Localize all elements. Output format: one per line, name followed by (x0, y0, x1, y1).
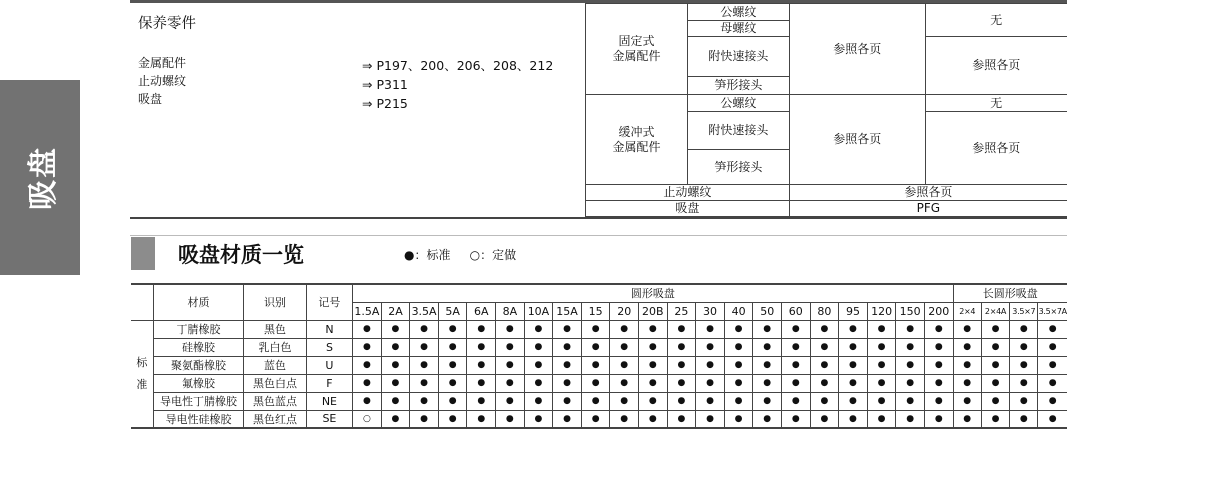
filled-circle-icon: ● (667, 338, 696, 356)
side-tab-label: 吸盘 (26, 145, 61, 210)
size-header: 3.5×7 (1010, 302, 1038, 320)
filled-circle-icon: ● (1038, 320, 1067, 338)
filled-circle-icon: ● (524, 410, 553, 428)
size-header: 2×4 (953, 302, 981, 320)
filled-circle-icon: ● (981, 356, 1009, 374)
see-page-cell: 参照各页 (789, 4, 925, 95)
size-header: 50 (753, 302, 782, 320)
cell-identify: 黑色蓝点 (244, 392, 306, 410)
part-name: 吸盘 (138, 92, 163, 106)
cell-identify: 黑色红点 (244, 410, 306, 428)
col-header-material: 材质 (153, 284, 244, 320)
filled-circle-icon: ● (410, 320, 439, 338)
cell-code: U (306, 356, 352, 374)
filled-circle-icon: ● (438, 338, 467, 356)
cell-code: SE (306, 410, 352, 428)
filled-circle-icon: ● (610, 374, 639, 392)
standard-group-cell (131, 320, 153, 428)
filled-circle-icon: ● (381, 356, 410, 374)
cell-material: 丁腈橡胶 (153, 320, 244, 338)
filled-circle-icon: ● (1010, 392, 1038, 410)
filled-circle-icon: ● (667, 320, 696, 338)
filled-circle-icon: ● (410, 356, 439, 374)
filled-circle-icon: ● (639, 374, 668, 392)
filled-circle-icon: ● (924, 320, 953, 338)
filled-circle-icon: ● (724, 410, 753, 428)
size-header: 3.5×7A (1038, 302, 1067, 320)
size-header: 60 (782, 302, 811, 320)
filled-circle-icon: ● (753, 374, 782, 392)
filled-circle-icon: ● (924, 356, 953, 374)
size-header: 120 (867, 302, 896, 320)
size-header: 200 (924, 302, 953, 320)
filled-circle-icon: ● (581, 392, 610, 410)
legend-custom: ：定做 (480, 248, 517, 262)
size-header: 150 (896, 302, 925, 320)
filled-circle-icon: ● (467, 374, 496, 392)
filled-circle-icon: ● (496, 338, 525, 356)
size-header: 20B (639, 302, 668, 320)
barb-joint-cell: 笋形接头 (687, 77, 789, 95)
filled-circle-icon: ● (553, 338, 582, 356)
filled-circle-icon: ● (524, 392, 553, 410)
cell-identify: 黑色白点 (244, 374, 306, 392)
filled-circle-icon: ● (381, 338, 410, 356)
filled-circle-icon: ● (1038, 356, 1067, 374)
filled-circle-icon: ● (953, 392, 981, 410)
filled-circle-icon: ● (724, 392, 753, 410)
table-row (131, 320, 1067, 338)
filled-circle-icon: ● (810, 356, 839, 374)
size-header: 1.5A (353, 302, 382, 320)
group-header-oblong: 长圆形吸盘 (953, 284, 1067, 302)
filled-circle-icon: ● (1010, 320, 1038, 338)
part-ref-link[interactable]: ⇒ P197、200、206、208、212 (362, 58, 554, 73)
quick-joint-cell: 附快速接头 (687, 112, 789, 150)
filled-circle-icon: ● (353, 320, 382, 338)
see-page-cell: 参照各页 (789, 185, 1067, 201)
filled-circle-icon: ● (896, 374, 925, 392)
filled-circle-icon: ● (724, 320, 753, 338)
filled-circle-icon: ● (410, 392, 439, 410)
filled-circle-icon: ● (524, 356, 553, 374)
filled-circle-icon: ● (438, 356, 467, 374)
filled-circle-icon: ● (896, 320, 925, 338)
filled-circle-icon: ● (467, 410, 496, 428)
standard-label: 准 (136, 377, 148, 391)
size-header: 80 (810, 302, 839, 320)
filled-circle-icon: ● (981, 410, 1009, 428)
cell-code: NE (306, 392, 352, 410)
filled-circle-icon: ● (896, 410, 925, 428)
filled-circle-icon: ● (1038, 392, 1067, 410)
filled-circle-icon: ● (696, 320, 725, 338)
quick-joint-cell: 附快速接头 (687, 37, 789, 77)
parts-list (138, 54, 186, 108)
filled-circle-icon: ● (924, 374, 953, 392)
filled-circle-icon: ● (639, 410, 668, 428)
filled-circle-icon: ● (896, 392, 925, 410)
filled-circle-icon: ● (782, 320, 811, 338)
legend (404, 246, 516, 263)
filled-circle-icon: ● (839, 374, 868, 392)
filled-circle-icon: ● (981, 338, 1009, 356)
legend-standard: ：标准 (414, 248, 451, 262)
filled-circle-icon: ● (953, 374, 981, 392)
filled-circle-icon: ● (839, 338, 868, 356)
size-header: 15A (553, 302, 582, 320)
filled-circle-icon: ● (839, 392, 868, 410)
filled-circle-icon: ● (953, 338, 981, 356)
filled-circle-icon: ● (467, 392, 496, 410)
filled-circle-icon: ● (496, 374, 525, 392)
filled-circle-icon: ● (839, 320, 868, 338)
size-header: 30 (696, 302, 725, 320)
filled-circle-icon: ● (553, 356, 582, 374)
filled-circle-icon: ● (524, 338, 553, 356)
filled-circle-icon: ● (581, 356, 610, 374)
filled-circle-icon: ● (467, 356, 496, 374)
filled-circle-icon: ● (782, 356, 811, 374)
filled-circle-icon: ● (724, 338, 753, 356)
filled-circle-icon: ● (753, 320, 782, 338)
filled-circle-icon: ● (353, 392, 382, 410)
filled-circle-icon: ● (839, 356, 868, 374)
cell-material: 硅橡胶 (153, 338, 244, 356)
size-header: 8A (496, 302, 525, 320)
filled-circle-icon: ● (404, 248, 415, 262)
filled-circle-icon: ● (753, 338, 782, 356)
section-divider (130, 217, 1067, 219)
filled-circle-icon: ● (782, 338, 811, 356)
filled-circle-icon: ● (667, 410, 696, 428)
size-header: 95 (839, 302, 868, 320)
size-header: 15 (581, 302, 610, 320)
filled-circle-icon: ● (553, 410, 582, 428)
filled-circle-icon: ● (1038, 410, 1067, 428)
filled-circle-icon: ● (696, 356, 725, 374)
filled-circle-icon: ● (610, 356, 639, 374)
filled-circle-icon: ● (581, 320, 610, 338)
filled-circle-icon: ● (867, 338, 896, 356)
filled-circle-icon: ● (696, 410, 725, 428)
filled-circle-icon: ● (496, 320, 525, 338)
filled-circle-icon: ● (924, 392, 953, 410)
size-header: 25 (667, 302, 696, 320)
cell-identify: 蓝色 (244, 356, 306, 374)
filled-circle-icon: ● (553, 374, 582, 392)
filled-circle-icon: ● (953, 356, 981, 374)
filled-circle-icon: ● (353, 356, 382, 374)
filled-circle-icon: ● (639, 392, 668, 410)
filled-circle-icon: ● (553, 320, 582, 338)
filled-circle-icon: ● (410, 410, 439, 428)
filled-circle-icon: ● (953, 410, 981, 428)
filled-circle-icon: ● (753, 392, 782, 410)
filled-circle-icon: ● (496, 392, 525, 410)
filled-circle-icon: ● (610, 320, 639, 338)
filled-circle-icon: ● (610, 410, 639, 428)
parts-refs (362, 56, 553, 113)
cell-material: 氟橡胶 (153, 374, 244, 392)
filled-circle-icon: ● (381, 320, 410, 338)
filled-circle-icon: ● (696, 392, 725, 410)
male-thread-cell: 公螺纹 (687, 4, 789, 21)
size-header: 2A (381, 302, 410, 320)
filled-circle-icon: ● (696, 374, 725, 392)
maintenance-section (138, 12, 196, 33)
filled-circle-icon: ● (981, 320, 1009, 338)
cushion-group-label: 缓冲式 金属配件 (612, 124, 661, 154)
fixed-group-label: 固定式 金属配件 (612, 34, 661, 63)
female-thread-cell: 母螺纹 (687, 21, 789, 37)
filled-circle-icon: ● (724, 374, 753, 392)
filled-circle-icon: ● (410, 338, 439, 356)
filled-circle-icon: ● (867, 374, 896, 392)
filled-circle-icon: ● (896, 356, 925, 374)
filled-circle-icon: ● (667, 356, 696, 374)
filled-circle-icon: ● (924, 410, 953, 428)
section-rule (130, 235, 1067, 236)
size-header: 2×4A (981, 302, 1009, 320)
filled-circle-icon: ● (696, 338, 725, 356)
material-table (131, 283, 1067, 429)
cell-identify: 乳白色 (244, 338, 306, 356)
fittings-table (585, 3, 1067, 217)
filled-circle-icon: ● (981, 392, 1009, 410)
filled-circle-icon: ● (610, 392, 639, 410)
filled-circle-icon: ● (524, 320, 553, 338)
filled-circle-icon: ● (353, 374, 382, 392)
cell-code: N (306, 320, 352, 338)
filled-circle-icon: ● (981, 374, 1009, 392)
col-header-code: 记号 (306, 284, 352, 320)
cell-material: 聚氨酯橡胶 (153, 356, 244, 374)
filled-circle-icon: ● (639, 320, 668, 338)
table-row (131, 356, 1067, 374)
filled-circle-icon: ● (867, 320, 896, 338)
size-header: 3.5A (410, 302, 439, 320)
see-page-cell: 参照各页 (925, 37, 1067, 95)
table-row (131, 410, 1067, 428)
filled-circle-icon: ● (639, 356, 668, 374)
stop-screw-cell: 止动螺纹 (586, 185, 790, 201)
cushion-group-cell (586, 95, 688, 185)
cell-code: S (306, 338, 352, 356)
filled-circle-icon: ● (753, 410, 782, 428)
filled-circle-icon: ● (810, 374, 839, 392)
filled-circle-icon: ● (524, 374, 553, 392)
filled-circle-icon: ● (810, 338, 839, 356)
filled-circle-icon: ● (724, 356, 753, 374)
filled-circle-icon: ● (610, 338, 639, 356)
filled-circle-icon: ● (782, 410, 811, 428)
col-header-identify: 识别 (244, 284, 306, 320)
open-circle-icon: ○ (469, 248, 481, 262)
filled-circle-icon: ● (667, 374, 696, 392)
filled-circle-icon: ● (581, 374, 610, 392)
filled-circle-icon: ● (867, 356, 896, 374)
filled-circle-icon: ● (782, 374, 811, 392)
size-header: 20 (610, 302, 639, 320)
pad-cell: 吸盘 (586, 201, 790, 217)
male-thread-cell: 公螺纹 (687, 95, 789, 112)
pfg-cell: PFG (789, 201, 1067, 217)
side-tab[interactable] (0, 80, 80, 275)
filled-circle-icon: ● (1010, 374, 1038, 392)
filled-circle-icon: ● (467, 320, 496, 338)
filled-circle-icon: ● (1038, 338, 1067, 356)
size-header: 6A (467, 302, 496, 320)
table-row (131, 338, 1067, 356)
filled-circle-icon: ● (496, 356, 525, 374)
filled-circle-icon: ● (438, 392, 467, 410)
filled-circle-icon: ● (639, 338, 668, 356)
filled-circle-icon: ● (496, 410, 525, 428)
filled-circle-icon: ● (782, 392, 811, 410)
size-header: 40 (724, 302, 753, 320)
open-circle-icon: ○ (353, 410, 382, 428)
see-page-cell: 参照各页 (789, 95, 925, 185)
cell-material: 导电性丁腈橡胶 (153, 392, 244, 410)
maintenance-title: 保养零件 (138, 16, 196, 32)
filled-circle-icon: ● (953, 320, 981, 338)
size-header: 10A (524, 302, 553, 320)
filled-circle-icon: ● (467, 338, 496, 356)
filled-circle-icon: ● (896, 338, 925, 356)
filled-circle-icon: ● (353, 338, 382, 356)
filled-circle-icon: ● (438, 374, 467, 392)
filled-circle-icon: ● (867, 410, 896, 428)
size-header: 5A (438, 302, 467, 320)
section-title: 吸盘材质一览 (178, 243, 304, 267)
filled-circle-icon: ● (410, 374, 439, 392)
filled-circle-icon: ● (810, 410, 839, 428)
see-page-cell: 参照各页 (925, 112, 1067, 185)
filled-circle-icon: ● (1038, 374, 1067, 392)
filled-circle-icon: ● (867, 392, 896, 410)
filled-circle-icon: ● (438, 320, 467, 338)
filled-circle-icon: ● (753, 356, 782, 374)
cell-material: 导电性硅橡胶 (153, 410, 244, 428)
fixed-group-cell (586, 4, 688, 95)
table-row (131, 392, 1067, 410)
blank-header (131, 284, 153, 320)
part-ref-link[interactable]: ⇒ P215 (362, 96, 408, 111)
none-cell: 无 (925, 4, 1067, 37)
filled-circle-icon: ● (810, 320, 839, 338)
filled-circle-icon: ● (381, 374, 410, 392)
filled-circle-icon: ● (381, 410, 410, 428)
filled-circle-icon: ● (553, 392, 582, 410)
part-name: 止动螺纹 (138, 74, 187, 88)
group-header-round: 圆形吸盘 (353, 284, 953, 302)
standard-label: 标 (136, 355, 148, 369)
filled-circle-icon: ● (1010, 356, 1038, 374)
filled-circle-icon: ● (1010, 338, 1038, 356)
filled-circle-icon: ● (924, 338, 953, 356)
part-name: 金属配件 (138, 56, 187, 70)
section-marker (131, 237, 155, 270)
none-cell: 无 (925, 95, 1067, 112)
filled-circle-icon: ● (438, 410, 467, 428)
filled-circle-icon: ● (1010, 410, 1038, 428)
filled-circle-icon: ● (581, 410, 610, 428)
filled-circle-icon: ● (839, 410, 868, 428)
filled-circle-icon: ● (381, 392, 410, 410)
table-row (131, 374, 1067, 392)
cell-code: F (306, 374, 352, 392)
cell-identify: 黑色 (244, 320, 306, 338)
filled-circle-icon: ● (667, 392, 696, 410)
barb-joint-cell: 笋形接头 (687, 150, 789, 185)
filled-circle-icon: ● (581, 338, 610, 356)
filled-circle-icon: ● (810, 392, 839, 410)
part-ref-link[interactable]: ⇒ P311 (362, 77, 408, 92)
